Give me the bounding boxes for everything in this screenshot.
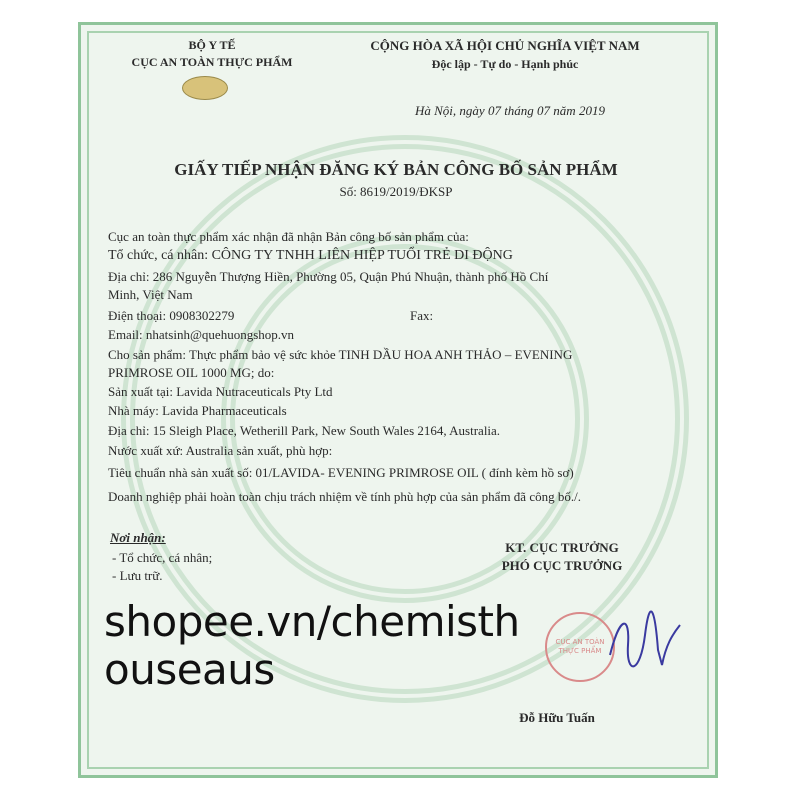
document-title: GIẤY TIẾP NHẬN ĐĂNG KÝ BẢN CÔNG BỐ SẢN PHẨM [174,160,618,179]
watermark-text: shopee.vn/chemisthouseaus [104,597,520,694]
manufacturer: Sản xuất tại: Lavida Nutraceuticals Pty Ltd [108,384,333,399]
country-name: CỘNG HÒA XÃ HỘI CHỦ NGHĨA VIỆT NAM [370,38,640,53]
organization: Tổ chức, cá nhân: CÔNG TY TNHH LIÊN HIỆP TUỔI TRẺ DI ĐỘNG [108,248,513,263]
ministry-name: BỘ Y TẾ [188,38,236,52]
address-line-2: Minh, Việt Nam [108,287,193,302]
origin: Nước xuất xứ: Australia sản xuất, phù hợp: [108,443,333,458]
responsibility-note: Doanh nghiệp phải hoàn toàn chịu trách nhiệm về tính phù hợp của sản phẩm đã công bố./. [108,489,581,504]
intro-text: Cục an toàn thực phẩm xác nhận đã nhận Bản công bố sản phẩm của: [108,229,469,244]
stamp-text: CỤC AN TOÀN THỰC PHẨM [555,638,605,655]
national-motto: Độc lập - Tự do - Hạnh phúc [431,57,579,71]
document-number: Số: 8619/2019/ĐKSP [339,184,453,199]
agency-name: CỤC AN TOÀN THỰC PHẨM [131,55,293,69]
fax: Fax: [410,308,434,323]
standard: Tiêu chuẩn nhà sản xuất số: 01/LAVIDA- EVENING PRIMROSE OIL ( đính kèm hồ sơ) [108,465,574,480]
address-line-1: Địa chỉ: 286 Nguyễn Thượng Hiền, Phường 05, Quận Phú Nhuận, thành phố Hồ Chí [108,269,549,284]
signer-title-1: KT. CỤC TRƯỞNG [505,540,619,555]
agency-logo-icon [182,76,228,100]
phone: Điện thoại: 0908302279 [108,308,235,323]
product-line-1: Cho sản phẩm: Thực phẩm bảo vệ sức khỏe TINH DẦU HOA ANH THẢO – EVENING [108,347,573,362]
factory-address: Địa chỉ: 15 Sleigh Place, Wetherill Park, New South Wales 2164, Australia. [108,423,501,438]
recipient-item: - Lưu trữ. [112,568,163,583]
issue-date: Hà Nội, ngày 07 tháng 07 năm 2019 [415,103,605,118]
signer-title-2: PHÓ CỤC TRƯỞNG [501,558,623,573]
recipients-label: Nơi nhận: [110,530,166,545]
signature-icon [600,605,690,680]
recipient-item: - Tổ chức, cá nhân; [112,550,213,565]
product-line-2: PRIMROSE OIL 1000 MG; do: [108,365,275,380]
signer-name: Đỗ Hữu Tuấn [519,710,595,725]
email: Email: nhatsinh@quehuongshop.vn [108,327,295,342]
factory: Nhà máy: Lavida Pharmaceuticals [108,403,287,418]
